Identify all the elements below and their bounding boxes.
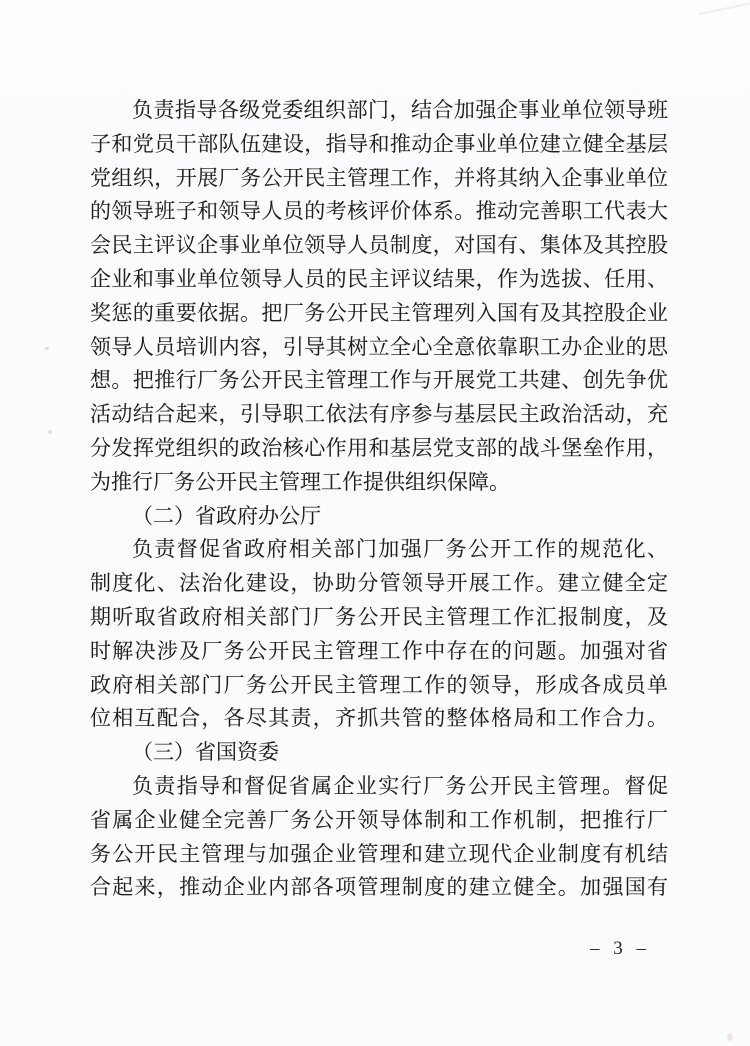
page-number: – 3 – xyxy=(590,938,648,959)
document-text-block xyxy=(90,94,668,905)
paragraph-2-line: 负责督促省政府相关部门加强厂务公开工作的规范化、 xyxy=(132,537,668,562)
paragraph-1-line: 奖惩的重要依据。把厂务公开民主管理列入国有及其控股企业 xyxy=(90,300,668,325)
scan-corner-artifact xyxy=(699,0,750,15)
paragraph-1-line: 党组织，开展厂务公开民主管理工作，并将其纳入企事业单位 xyxy=(90,165,668,190)
paragraph-1-line: 企业和事业单位领导人员的民主评议结果，作为选拔、任用、 xyxy=(90,266,668,291)
paragraph-1-line: 领导人员培训内容，引导其树立全心全意依靠职工办企业的思 xyxy=(90,334,668,359)
paragraph-1-line: 活动结合起来，引导职工依法有序参与基层民主政治活动，充 xyxy=(90,402,668,427)
paragraph-3-line: 合起来，推动企业内部各项管理制度的建立健全。加强国有 xyxy=(90,875,668,900)
paragraph-2-line: 政府相关部门厂务公开民主管理工作的领导，形成各成员单 xyxy=(90,672,668,697)
paragraph-1-line: 子和党员干部队伍建设，指导和推动企事业单位建立健全基层 xyxy=(90,131,668,156)
paragraph-3-line: 务公开民主管理与加强企业管理和建立现代企业制度有机结 xyxy=(90,841,668,866)
paragraph-2-line: 位相互配合，各尽其责，齐抓共管的整体格局和工作合力。 xyxy=(90,706,668,731)
paragraph-2-line: 制度化、法治化建设，协助分管领导开展工作。建立健全定 xyxy=(90,571,668,596)
scan-speck xyxy=(727,1033,733,1041)
paragraph-2-line: 期听取省政府相关部门厂务公开民主管理工作汇报制度，及 xyxy=(90,604,668,629)
paragraph-1-line: 的领导班子和领导人员的考核评价体系。推动完善职工代表大 xyxy=(90,199,668,224)
paragraph-3-line: 省属企业健全完善厂务公开领导体制和工作机制，把推行厂 xyxy=(90,807,668,832)
paragraph-1-line: 负责指导各级党委组织部门，结合加强企事业单位领导班 xyxy=(132,98,668,122)
section-heading-3: （三）省国资委 xyxy=(132,740,279,765)
scan-speck xyxy=(45,347,49,350)
paragraph-3-line: 负责指导和督促省属企业实行厂务公开民主管理。督促 xyxy=(132,773,668,798)
paragraph-1-line: 为推行厂务公开民主管理工作提供组织保障。 xyxy=(90,469,510,494)
paragraph-1-line: 会民主评议企事业单位领导人员制度，对国有、集体及其控股 xyxy=(90,233,668,258)
section-heading-2: （二）省政府办公厅 xyxy=(132,503,321,528)
paragraph-2-line: 时解决涉及厂务公开民主管理工作中存在的问题。加强对省 xyxy=(90,638,668,663)
scan-speck xyxy=(48,430,52,434)
paragraph-1-line: 分发挥党组织的政治核心作用和基层党支部的战斗堡垒作用， xyxy=(90,435,668,460)
paragraph-1-line: 想。把推行厂务公开民主管理工作与开展党工共建、创先争优 xyxy=(90,368,668,393)
